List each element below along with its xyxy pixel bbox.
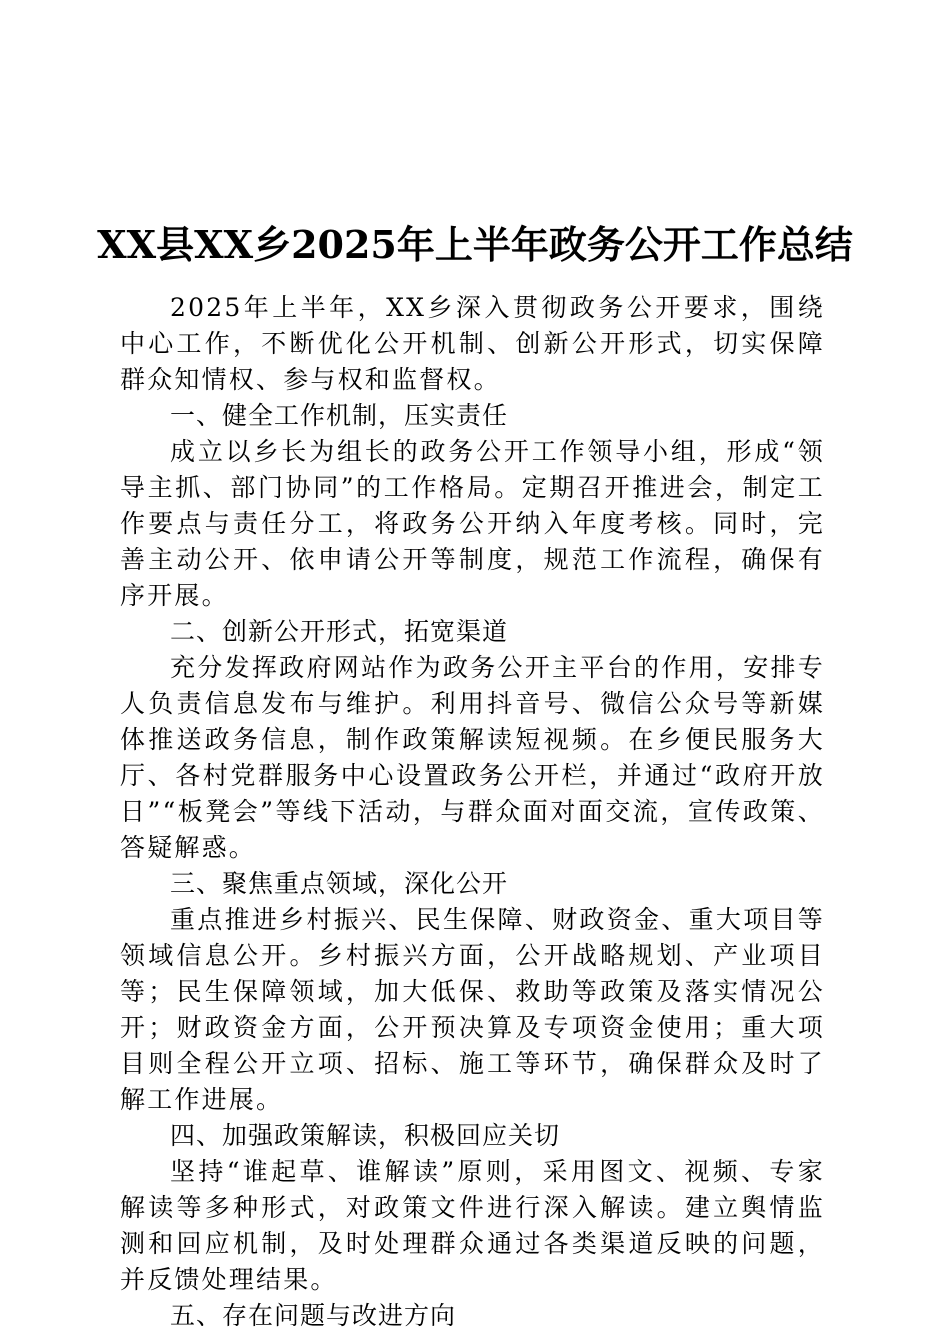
document-body: [120, 290, 825, 1334]
section-heading-4: 四、加强政策解读，积极回应关切: [170, 1121, 561, 1150]
section-heading-2: 二、创新公开形式，拓宽渠道: [170, 617, 509, 646]
section-body-3: 重点推进乡村振兴、民生保障、财政资金、重大项目等领域信息公开。乡村振兴方面，公开战略规划、产业项目等；民生保障领域，加大低保、救助等政策及落实情况公开；财政资金方面，公开预决算及专项资金使用；重大项目则全程公开立项、招标、施工等环节，确保群众及时了解工作进展。: [120, 905, 825, 1114]
section-heading-5: 五、存在问题与改进方向: [170, 1301, 457, 1330]
intro-paragraph: 2025年上半年，XX乡深入贯彻政务公开要求，围绕中心工作，不断优化公开机制、创新公开形式，切实保障群众知情权、参与权和监督权。: [120, 293, 825, 394]
section-heading-1: 一、健全工作机制，压实责任: [170, 401, 509, 430]
section-body-1: 成立以乡长为组长的政务公开工作领导小组，形成“领导主抓、部门协同”的工作格局。定期召开推进会，制定工作要点与责任分工，将政务公开纳入年度考核。同时，完善主动公开、依申请公开等制度，规范工作流程，确保有序开展。: [120, 437, 825, 610]
section-heading-3: 三、聚焦重点领域，深化公开: [170, 869, 509, 898]
section-body-2: 充分发挥政府网站作为政务公开主平台的作用，安排专人负责信息发布与维护。利用抖音号、微信公众号等新媒体推送政务信息，制作政策解读短视频。在乡便民服务大厅、各村党群服务中心设置政务公开栏，并通过“政府开放日”“板凳会”等线下活动，与群众面对面交流，宣传政策、答疑解惑。: [120, 653, 825, 862]
section-body-4: 坚持“谁起草、谁解读”原则，采用图文、视频、专家解读等多种形式，对政策文件进行深入解读。建立舆情监测和回应机制，及时处理群众通过各类渠道反映的问题，并反馈处理结果。: [120, 1157, 825, 1294]
document-title: XX县XX乡2025年上半年政务公开工作总结: [97, 222, 853, 268]
